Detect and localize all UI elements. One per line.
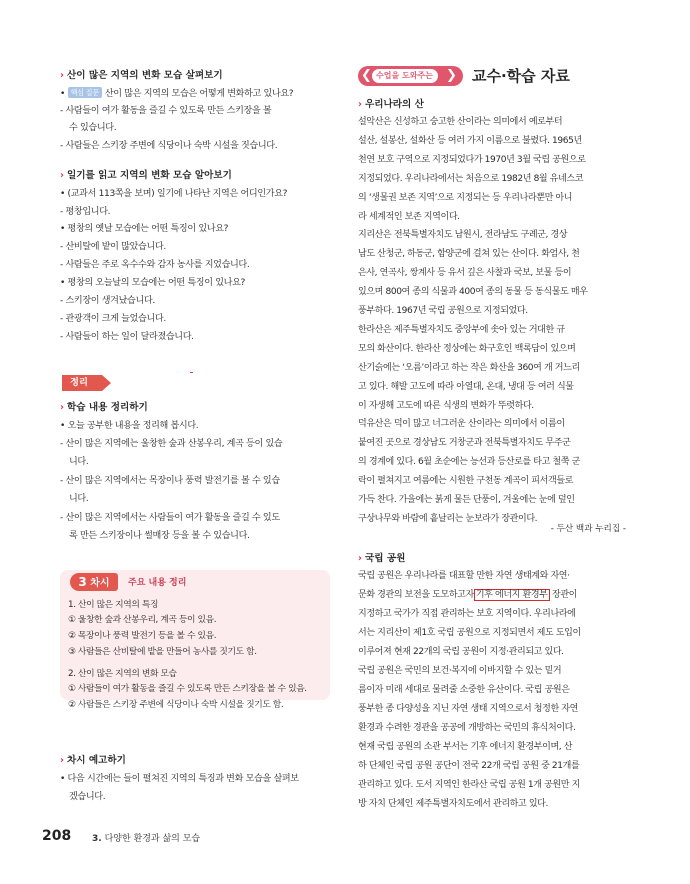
chevron-right-icon: › [60, 70, 64, 81]
chapter-footer: 3. 다양한 환경과 삶의 모습 [92, 834, 201, 844]
text-line: 천연 보호 구역으로 지정되었다가 1970년 3월 국립 공원으로 [358, 154, 586, 165]
text-line: 라 세계적인 보존 지역이다. [358, 211, 460, 222]
text-line: - 산이 많은 지역에는 울창한 숲과 산봉우리, 계곡 등이 있습 [60, 439, 283, 449]
text-line: 있으며 800여 종의 식물과 400여 종의 동물 등 동식물도 매우 [358, 287, 588, 298]
text-line: 설악산은 신성하고 숭고한 산이라는 의미에서 예로부터 [358, 117, 563, 127]
text-line: • 오늘 공부한 내용을 정리해 봅시다. [60, 421, 199, 431]
source-credit: - 두산 백과 누리집 - [550, 524, 626, 534]
section-heading-diary: › 일기를 읽고 지역의 변화 모습 알아보기 [60, 170, 232, 181]
summary-box-title: 주요 내용 정리 [128, 578, 187, 588]
text-line: 구상나무와 바람에 흩날리는 눈보라가 장관이다. [358, 513, 538, 524]
text-line: 이 자생해 고도에 따른 식생의 변화가 뚜렷하다. [358, 400, 534, 411]
pill-label: 수업을 도와주는 [376, 71, 433, 80]
text-line: 지정하고 국가가 직접 관리하는 보호 지역이다. 우리나라에 [358, 609, 576, 619]
text-line: - 산이 많은 지역에서는 사람들이 여가 활동을 즐길 수 있도 [60, 513, 280, 523]
summary-line: ③ 사람들은 산비탈에 밭을 만들어 농사를 짓기도 함. [68, 647, 257, 657]
chevron-right-icon: › [60, 755, 64, 766]
text-line: 가득 찬다. 가을에는 붉게 물든 단풍이, 겨울에는 눈에 덮인 [358, 495, 575, 505]
text-line: 수 있습니다. [69, 123, 117, 133]
page-number: 208 [42, 828, 72, 844]
text-line: - 관광객이 크게 늘었습니다. [60, 314, 166, 324]
section-heading-mountains: › 우리나라의 산 [358, 99, 424, 110]
text-line: - 사람들이 여가 활동을 즐길 수 있도록 만든 스키장을 볼 [60, 106, 272, 116]
text-line: 국립 공원은 국민의 보건·복지에 이바지할 수 있는 밑거 [358, 666, 562, 676]
section-heading-landscape-change: › 산이 많은 지역의 변화 모습 살펴보기 [60, 70, 223, 81]
text-line: 한라산은 제주특별자치도 중앙부에 솟아 있는 거대한 규 [358, 324, 565, 335]
text-line: 서는 지리산이 제1호 국립 공원으로 지정되면서 제도 도입이 [358, 628, 581, 638]
text-line: 덕유산은 덕이 많고 너그러운 산이라는 의미에서 이름이 [358, 419, 565, 430]
text-line: 관리하고 있다. 도서 지역인 한라산 국립 공원 1개 공원만 지 [358, 780, 580, 790]
text-line: • (교과서 113쪽을 보며) 일기에 나타난 지역은 어디인가요? [60, 189, 288, 199]
text-line: 국립 공원은 우리나라를 대표할 만한 자연 생태계와 자연· [358, 571, 570, 581]
text-line: - 스키장이 생겨났습니다. [60, 296, 155, 306]
text-line: 의 경계에 있다. 6월 초순에는 능선과 등산로를 타고 철쭉 군 [358, 457, 580, 468]
summary-line: ② 사람들은 스키장 주변에 식당이나 숙박 시설을 짓기도 함. [68, 700, 284, 710]
chevron-right-icon: › [358, 553, 362, 564]
text-line: • 평창의 옛날 모습에는 어떤 특징이 있나요? [60, 224, 229, 234]
text-line: 름이자 미래 세대로 물려줄 소중한 유산이다. 국립 공원은 [358, 685, 570, 695]
text-line: - 사람들은 스키장 주변에 식당이나 숙박 시설을 짓습니다. [60, 141, 278, 151]
text-line: 하 단체인 국립 공원 공단이 전국 22개 국립 공원 중 21개를 [358, 761, 580, 771]
text-line: 현재 국립 공원의 소관 부서는 기후 에너지 환경부이며, 산 [358, 742, 573, 752]
chevron-right-icon: › [60, 170, 64, 181]
summary-line: 1. 산이 많은 지역의 특징 [68, 600, 159, 610]
text-line: 락이 펼쳐지고 여름에는 시원한 구천동 계곡이 피서객들로 [358, 476, 573, 487]
text-line: 지정되었다. 우리나라에서는 처음으로 1982년 8월 유네스코 [358, 173, 584, 184]
text-line: 고 있다. 해발 고도에 따라 아열대, 온대, 냉대 등 여러 식물 [358, 381, 574, 392]
text-line: 니다. [69, 457, 89, 467]
summary-line: ② 목장이나 풍력 발전기 등을 볼 수 있음. [68, 631, 217, 641]
reference-pill [358, 66, 463, 86]
right-bracket-icon: ❯ [446, 68, 457, 83]
left-bracket-icon: ❮ [361, 68, 372, 83]
summary-line: ① 울창한 숲과 산봉우리, 계곡 등이 있음. [68, 615, 217, 625]
text-line: • 다음 시간에는 들이 펼쳐진 지역의 특징과 변화 모습을 살펴보 [60, 774, 299, 784]
text-line: 방 자치 단체인 제주특별자치도에서 관리하고 있다. [358, 799, 548, 809]
text-line: - 산비탈에 밭이 많았습니다. [60, 242, 166, 252]
text-line: - 사람들은 주로 옥수수와 감자 농사를 지었습니다. [60, 260, 250, 270]
text-line: 모의 화산이다. 한라산 정상에는 화구호인 백록담이 있으며 [358, 343, 576, 354]
text-line: 지리산은 전북특별자치도 남원시, 전라남도 구례군, 경상 [358, 230, 568, 241]
text-line: 남도 산청군, 하동군, 함양군에 걸쳐 있는 산이다. 화엄사, 천 [358, 249, 580, 260]
text-line: 설산, 설봉산, 설화산 등 여러 가지 이름으로 불렸다. 1965년 [358, 135, 582, 146]
text-line: 의 ‘생물권 보존 지역’으로 지정되는 등 우리나라뿐만 아니 [358, 192, 573, 203]
text-line: 겠습니다. [69, 792, 106, 802]
text-line: 은사, 연곡사, 쌍계사 등 유서 깊은 사찰과 국보, 보물 등이 [358, 268, 572, 279]
text-line: 환경과 수려한 경관을 공공에 개방하는 국민의 휴식처이다. [358, 723, 576, 733]
text-line: 산기슭에는 ‘오름’이라고 하는 작은 화산을 360여 개 거느리 [358, 362, 580, 373]
text-line: 록 만든 스키장이나 썰매장 등을 볼 수 있습니다. [69, 531, 250, 541]
summary-label: 정리 [62, 375, 102, 391]
summary-line: 2. 산이 많은 지역의 변화 모습 [68, 669, 177, 679]
summary-line: ① 사람들이 여가 활동을 즐길 수 있도록 만든 스키장을 볼 수 있음. [68, 684, 307, 694]
reference-title: 교수·학습 자료 [472, 67, 570, 85]
text-line: 풍부한 종 다양성을 지닌 자연 생태 지역으로서 청정한 자연 [358, 704, 578, 714]
section-heading-summary: › 학습 내용 정리하기 [60, 402, 148, 413]
chevron-right-icon: › [60, 402, 64, 413]
text-line: - 산이 많은 지역에서는 목장이나 풍력 발전기를 볼 수 있습 [60, 476, 280, 486]
text-line: • 평창의 오늘날의 모습에는 어떤 특징이 있나요? [60, 278, 245, 288]
key-question-tag: 핵심 질문 [68, 87, 102, 98]
highlighted-ministry-name: 기후 에너지 환경부 [475, 590, 548, 600]
text-line: 문화 경관의 보전을 도모하고자 기후 에너지 환경부 장관이 [358, 590, 578, 600]
decorative-mark [190, 372, 193, 373]
section-heading-preview: › 차시 예고하기 [60, 755, 126, 766]
section-heading-national-parks: › 국립 공원 [358, 553, 406, 564]
text-line: - 평창입니다. [60, 207, 111, 217]
text-line: 니다. [69, 494, 89, 504]
text-line: 이루어져 현재 22개의 국립 공원이 지정·관리되고 있다. [358, 647, 564, 657]
lesson-number-badge: 3 차시 [70, 573, 118, 591]
chevron-right-icon: › [358, 99, 362, 110]
text-line: 풍부하다. 1967년 국립 공원으로 지정되었다. [358, 306, 528, 316]
text-line: - 사람들이 하는 일이 달라졌습니다. [60, 332, 194, 342]
text-line: 붙여진 곳으로 경상남도 거창군과 전북특별자치도 무주군 [358, 438, 571, 449]
key-question-line: • 핵심 질문 산이 많은 지역의 모습은 어떻게 변화하고 있나요? [60, 88, 294, 99]
